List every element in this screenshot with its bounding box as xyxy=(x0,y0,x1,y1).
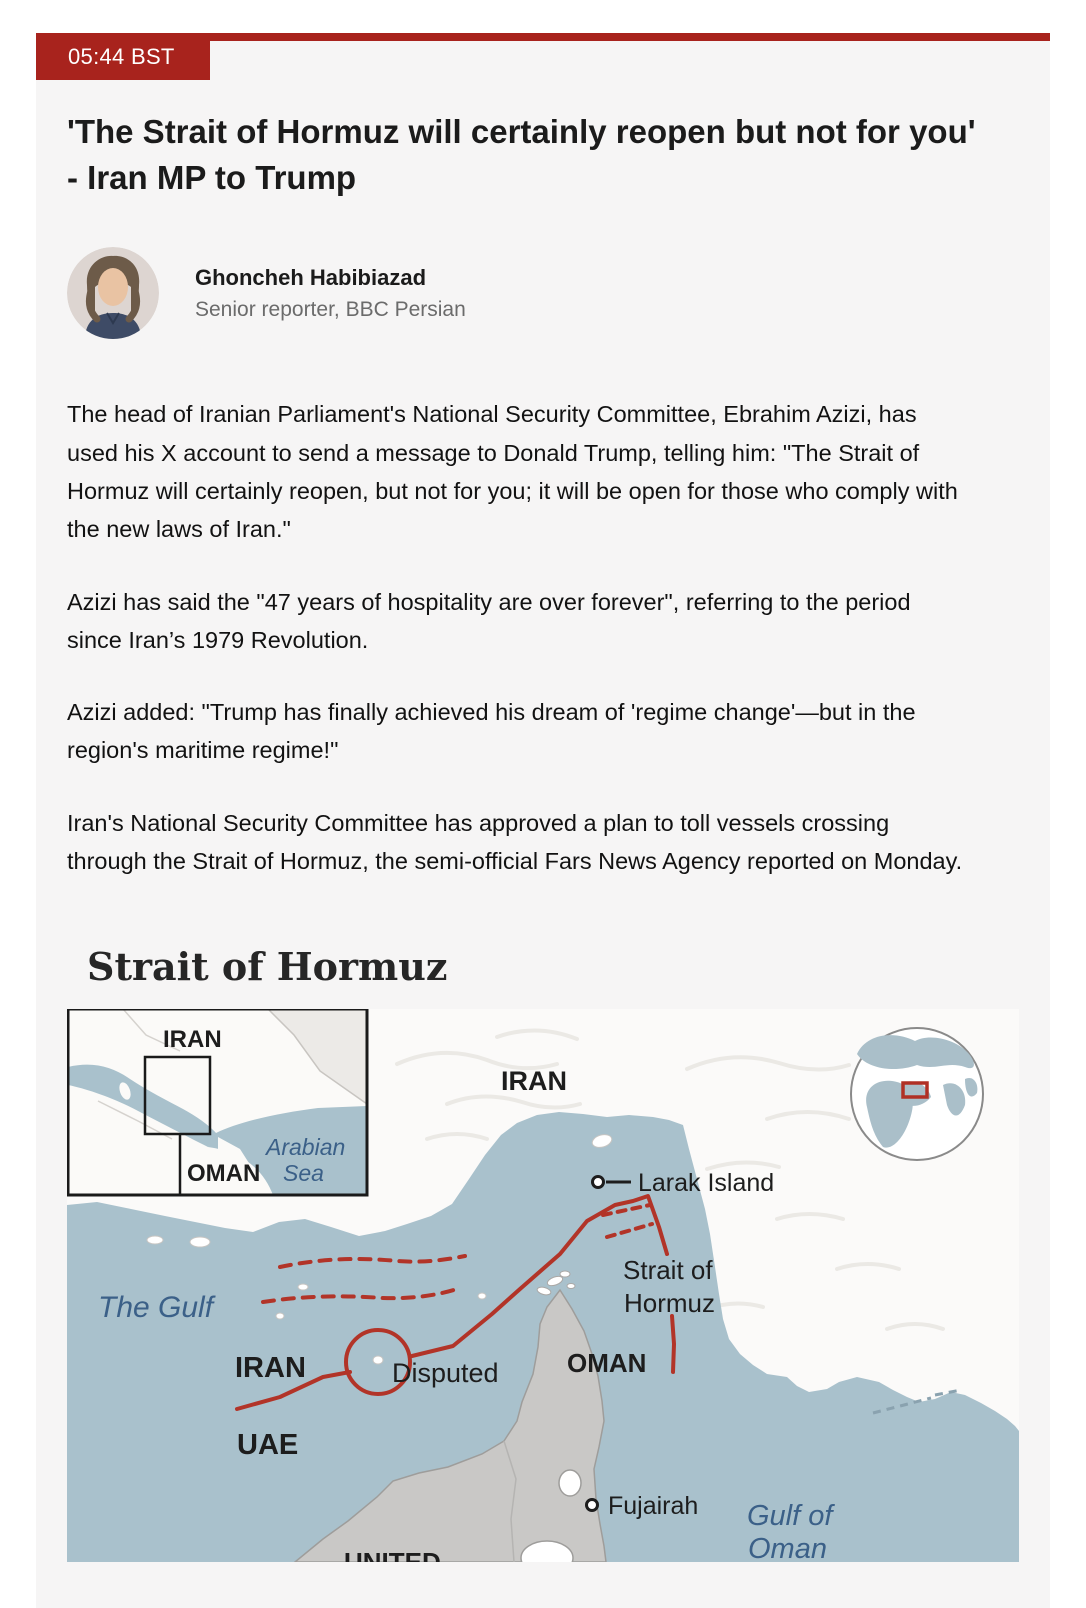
map-figure xyxy=(67,944,1002,1567)
post-timestamp-badge xyxy=(36,33,210,80)
label-oman-main: OMAN xyxy=(567,1348,647,1379)
label-gulf-of-oman-line2: Oman xyxy=(748,1533,827,1563)
globe-locator xyxy=(851,1028,983,1160)
label-strait-line2: Hormuz xyxy=(624,1288,716,1319)
label-larak-island: Larak Island xyxy=(638,1169,775,1198)
post-headline: 'The Strait of Hormuz will certainly reopen but not for you' - Iran MP to Trump xyxy=(67,113,976,197)
paragraph-4: Iran's National Security Committee has approved a plan to toll vessels crossing through the Strait of Hormuz, the semi-official Fars News Agency reported on Monday. xyxy=(67,809,963,875)
paragraph-3: Azizi added: "Trump has finally achieved his dream of 'regime change'—but in the region's maritime regime!" xyxy=(67,699,916,764)
label-disputed: Disputed xyxy=(392,1358,499,1389)
map-title: Strait of Hormuz xyxy=(87,944,448,990)
label-iran-north: IRAN xyxy=(501,1066,567,1097)
label-iran-south: IRAN xyxy=(235,1352,306,1385)
fujairah-marker xyxy=(587,1500,598,1511)
author-name: Ghoncheh Habibiazad xyxy=(195,264,427,290)
enclave-near-fujairah xyxy=(559,1470,581,1496)
label-fujairah: Fujairah xyxy=(608,1492,699,1521)
strait-of-hormuz-map xyxy=(67,1009,1019,1562)
label-the-gulf: The Gulf xyxy=(98,1291,214,1325)
inset-label-sea-line1: Arabian xyxy=(266,1134,346,1161)
paragraph-1: The head of Iranian Parliament's National Security Committee, Ebrahim Azizi, has used his X account to send a message to Donald Trump, telling him: "The Strait of Hormuz will certainly reopen, but not for you; it will be open for those who comply with the new laws of Iran." xyxy=(67,401,958,543)
label-gulf-of-oman-line1: Gulf of xyxy=(747,1500,833,1533)
author-role: Senior reporter, BBC Persian xyxy=(195,297,466,321)
label-united-cut: UNITED xyxy=(344,1547,441,1563)
live-post-card xyxy=(36,33,1050,1608)
label-strait-line1: Strait of xyxy=(623,1255,713,1286)
inset-label-oman: OMAN xyxy=(187,1160,261,1188)
inset-label-sea-line2: Sea xyxy=(283,1160,324,1187)
byline xyxy=(67,247,1002,339)
paragraph-2: Azizi has said the "47 years of hospitality are over forever", referring to the period since Iran’s 1979 Revolution. xyxy=(67,588,911,653)
label-uae: UAE xyxy=(237,1429,299,1462)
inset-label-iran: IRAN xyxy=(163,1026,222,1054)
post-timestamp: 05:44 BST xyxy=(68,43,175,69)
inset-map xyxy=(68,1009,367,1195)
author-avatar-image xyxy=(67,247,159,339)
author-avatar xyxy=(67,247,159,339)
